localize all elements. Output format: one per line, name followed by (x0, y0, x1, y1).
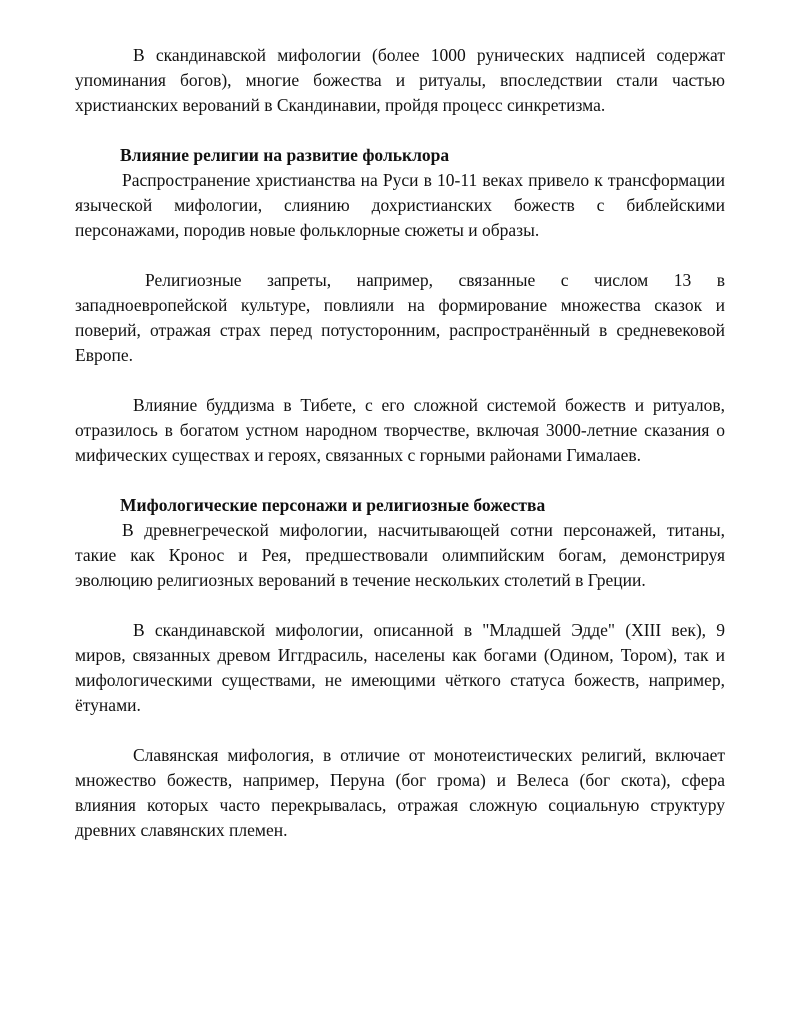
paragraph: Распространение христианства на Руси в 10-11 веках привело к трансформации языческой мифологии, слиянию дохристианских божеств с библейскими персонажами, породив новые фольклорные сюжеты и образы. (75, 170, 725, 240)
section-heading: Мифологические персонажи и религиозные божества (120, 495, 546, 515)
section-heading: Влияние религии на развитие фольклора (120, 145, 450, 165)
paragraph: Славянская мифология, в отличие от монотеистических религий, включает множество божеств, например, Перуна (бог грома) и Велеса (бог скота), сфера влияния которых часто перекрывалась, отражая сложную социальную структуру древних славянских племен. (75, 745, 725, 840)
section-religion-folklore (75, 143, 725, 468)
paragraph: Религиозные запреты, например, связанные с числом 13 в западноевропейской культуре, повлияли на формирование множества сказок и поверий, отражая страх перед потусторонним, распространённый в средневековой Европе. (75, 270, 725, 365)
intro-paragraph: В скандинавской мифологии (более 1000 рунических надписей содержат упоминания богов), многие божества и ритуалы, впоследствии стали частью христианских верований в Скандинавии, пройдя процесс синкретизма. (75, 45, 725, 115)
section-mythological-characters (75, 493, 725, 843)
paragraph: В скандинавской мифологии, описанной в "Младшей Эдде" (XIII век), 9 миров, связанных древом Иггдрасиль, населены как богами (Одином, Тором), так и мифологическими существами, не имеющими чёткого статуса божеств, например, ётунами. (75, 620, 725, 715)
paragraph: В древнегреческой мифологии, насчитывающей сотни персонажей, титаны, такие как Кронос и Рея, предшествовали олимпийским богам, демонстрируя эволюцию религиозных верований в течение нескольких столетий в Греции. (75, 520, 725, 590)
paragraph: Влияние буддизма в Тибете, с его сложной системой божеств и ритуалов, отразилось в богатом устном народном творчестве, включая 3000-летние сказания о мифических существах и героях, связанных с горными районами Гималаев. (75, 395, 725, 465)
document-page (75, 43, 725, 868)
